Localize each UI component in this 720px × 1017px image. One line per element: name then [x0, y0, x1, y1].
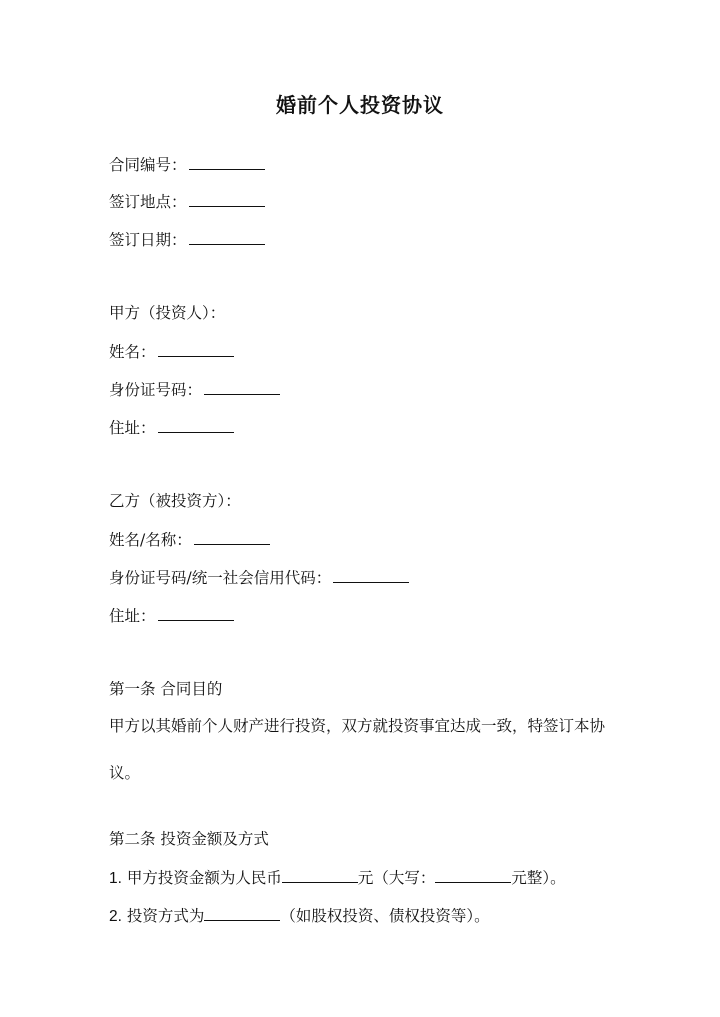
party-a-address-blank[interactable]	[158, 415, 234, 433]
article-2-item-1-mid: 元（大写：	[357, 869, 436, 887]
party-a-id-blank[interactable]	[204, 377, 280, 395]
contract-number-blank[interactable]	[189, 152, 265, 170]
party-a-name-label: 姓名：	[109, 343, 156, 361]
party-a-id-line	[109, 377, 280, 402]
article-1-body: 甲方以其婚前个人财产进行投资，双方就投资事宜达成一致，特签订本协议。	[109, 717, 606, 782]
article-2-item-2-number: 2.	[109, 908, 122, 925]
party-a-name-blank[interactable]	[158, 339, 234, 357]
party-a-name-line	[109, 339, 234, 364]
article-2-item-1-number: 1.	[109, 870, 122, 887]
party-a-heading: 甲方（投资人）：	[109, 304, 226, 322]
party-b-name-label: 姓名/名称：	[109, 531, 192, 549]
sign-date-blank[interactable]	[189, 227, 265, 245]
party-b-address-label: 住址：	[109, 607, 156, 625]
article-2-item-2-prefix: 投资方式为	[126, 907, 205, 925]
party-b-name-blank[interactable]	[194, 527, 270, 545]
article-2-heading: 第二条 投资金额及方式	[109, 830, 269, 848]
sign-date-label: 签订日期：	[109, 231, 187, 249]
party-b-name-line	[109, 527, 270, 552]
document-title: 婚前个人投资协议	[276, 93, 444, 117]
party-b-address-line	[109, 603, 234, 628]
investment-amount-blank[interactable]	[282, 865, 358, 883]
party-b-id-line	[109, 565, 409, 590]
contract-number-label: 合同编号：	[109, 156, 187, 174]
article-2-item-1-prefix: 甲方投资金额为人民币	[126, 869, 282, 887]
party-b-id-label: 身份证号码/统一社会信用代码：	[109, 569, 332, 587]
party-a-address-line	[109, 415, 234, 440]
investment-amount-capital-blank[interactable]	[435, 865, 511, 883]
investment-method-blank[interactable]	[204, 903, 280, 921]
sign-place-blank[interactable]	[189, 189, 265, 207]
article-2-item-2	[109, 903, 490, 929]
sign-place-label: 签订地点：	[109, 193, 187, 211]
article-2-item-1	[109, 865, 566, 891]
party-a-id-label: 身份证号码：	[109, 381, 203, 399]
sign-date-line	[109, 227, 265, 252]
article-1-heading: 第一条 合同目的	[109, 680, 223, 698]
article-2-item-1-suffix: 元整）。	[511, 869, 566, 887]
party-b-heading: 乙方（被投资方）：	[109, 492, 241, 510]
party-a-address-label: 住址：	[109, 419, 156, 437]
article-2-item-2-suffix: （如股权投资、债权投资等）。	[280, 907, 490, 925]
party-b-address-blank[interactable]	[158, 603, 234, 621]
party-b-id-blank[interactable]	[333, 565, 409, 583]
contract-number-line	[109, 152, 265, 177]
sign-place-line	[109, 189, 265, 214]
